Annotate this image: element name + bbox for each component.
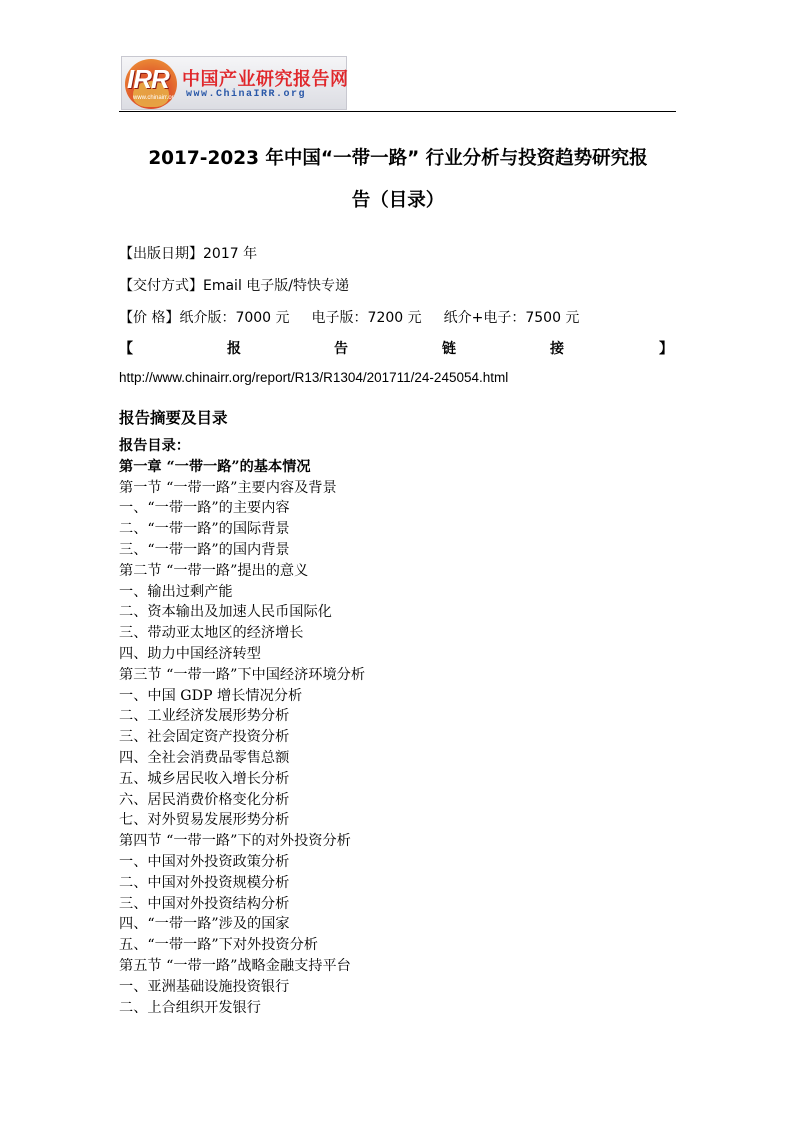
toc-item: 二、上合组织开发银行	[119, 999, 261, 1016]
toc-item: 一、“一带一路”的主要内容	[119, 500, 290, 517]
price-line	[119, 307, 579, 327]
price-digital: 电子版：7200 元	[311, 310, 422, 326]
report-title-line-2: 告（目录）	[351, 190, 445, 211]
link-char: 告	[334, 341, 348, 357]
toc-item: 第二节 “一带一路”提出的意义	[119, 562, 309, 579]
toc-item: 第四节 “一带一路”下的对外投资分析	[119, 833, 351, 850]
toc-item: 五、城乡居民收入增长分析	[119, 770, 290, 787]
toc-item: 三、中国对外投资结构分析	[119, 895, 290, 912]
toc-item: 三、“一带一路”的国内背景	[119, 541, 290, 558]
site-logo	[121, 56, 347, 110]
report-url-link[interactable]: http://www.chinairr.org/report/R13/R1304/201711/24-245054.html	[119, 370, 509, 385]
toc-item: 五、“一带一路”下对外投资分析	[119, 937, 318, 954]
report-title-line-1: 2017-2023 年中国“一带一路” 行业分析与投资趋势研究报	[148, 148, 648, 169]
header-divider	[119, 111, 676, 112]
toc-item: 七、对外贸易发展形势分析	[119, 812, 290, 829]
link-char: 】	[659, 341, 673, 357]
logo-url: www.ChinaIRR.org	[186, 89, 307, 100]
toc-item: 二、“一带一路”的国际背景	[119, 521, 290, 538]
toc-item: 一、亚洲基础设施投资银行	[119, 978, 290, 995]
toc-item: 三、社会固定资产投资分析	[119, 729, 290, 746]
toc-item: 四、助力中国经济转型	[119, 645, 261, 662]
toc-item: 一、中国 GDP 增长情况分析	[119, 687, 303, 704]
price-paper: 【价 格】纸介版：7000 元	[119, 310, 290, 326]
link-char: 【	[119, 341, 133, 357]
table-of-contents	[119, 436, 365, 1018]
toc-item: 一、中国对外投资政策分析	[119, 853, 290, 870]
delivery-method: 【交付方式】Email 电子版/特快专递	[119, 278, 350, 294]
toc-item: 六、居民消费价格变化分析	[119, 791, 290, 808]
logo-name: 中国产业研究报告网	[182, 69, 349, 90]
price-combo: 纸介+电子：7500 元	[443, 310, 580, 326]
toc-item: 一、输出过剩产能	[119, 583, 233, 600]
logo-sub: www.chinairr.org	[133, 95, 177, 101]
logo-abbr: IRR	[127, 64, 169, 94]
toc-item: 报告目录：	[119, 438, 190, 454]
toc-item: 第一节 “一带一路”主要内容及背景	[119, 479, 337, 496]
link-char: 接	[550, 341, 564, 357]
toc-item: 四、“一带一路”涉及的国家	[119, 916, 290, 933]
toc-item: 二、资本输出及加速人民币国际化	[119, 604, 332, 621]
toc-item: 二、工业经济发展形势分析	[119, 708, 290, 725]
toc-item: 三、带动亚太地区的经济增长	[119, 625, 304, 642]
globe-icon	[125, 59, 177, 109]
toc-item: 二、中国对外投资规模分析	[119, 874, 290, 891]
toc-item: 第三节 “一带一路”下中国经济环境分析	[119, 666, 366, 683]
publish-date: 【出版日期】2017 年	[119, 246, 258, 262]
section-title: 报告摘要及目录	[119, 409, 228, 427]
toc-item: 第一章 “一带一路”的基本情况	[119, 458, 311, 475]
toc-item: 四、全社会消费品零售总额	[119, 749, 290, 766]
link-char: 报	[227, 341, 241, 357]
toc-item: 第五节 “一带一路”战略金融支持平台	[119, 957, 351, 974]
link-char: 链	[442, 341, 456, 357]
